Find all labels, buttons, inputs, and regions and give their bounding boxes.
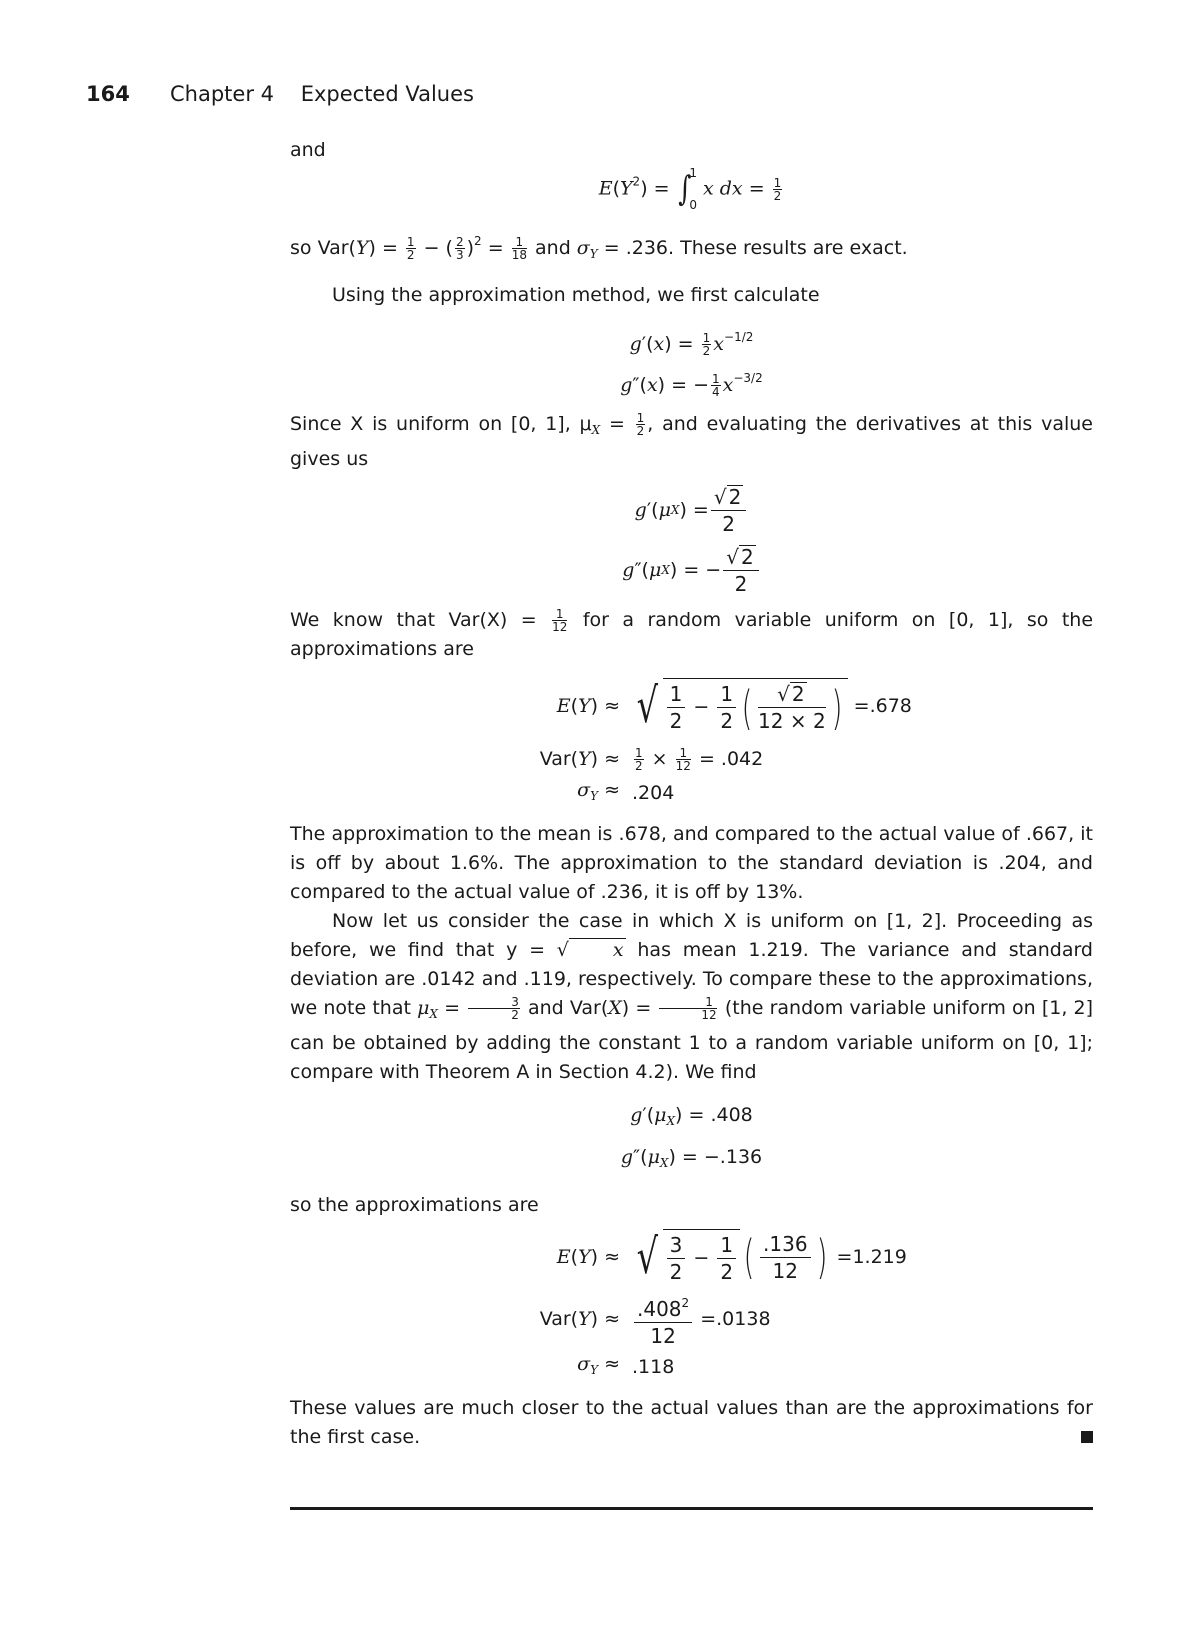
approx-block-1: E(Y) ≈ √ 1 2 − 1 2 ( √ 2 12 × 2 ) = .678 Var(Y) ≈ $\frac{1}{2}$ × $\frac{1}{12}$ = .042 $\sigma_Y$ ≈ .204 <box>539 678 912 804</box>
para-we-know: We know that Var(X) = $\frac{1}{12}$ for a random variable uniform on [0, 1], so the approximations are <box>290 607 1094 660</box>
main-body <box>290 136 1093 1452</box>
para-var-exact: so Var(Y) = $\frac{1}{2}$ − ( $\frac{2}{3}$ )$^2$ = $\frac{1}{18}$ and $\sigma_Y = .236$. These results are exact. <box>290 234 908 262</box>
approx-block-2: E(Y) ≈ √ 3 2 − 1 2 ( .136 12 ) = 1.219 Var(Y) ≈ .408$^2$ 12 = .0138 $\sigma_Y$ ≈ .118 <box>539 1229 907 1378</box>
approx1-mean: .678 <box>869 694 912 717</box>
para-approx-mean: The approximation to the mean is .678, and compared to the actual value of .667, it is off by about 1.6%. The approximation to the standard deviation is .204, and compared to the actual value of .236, it is off by 13%. <box>290 823 1093 903</box>
page-number: 164 <box>86 82 130 106</box>
approx1-sd: .204 <box>632 781 675 804</box>
approx1-var: .042 <box>720 747 764 770</box>
approx2-sd: .118 <box>632 1355 675 1378</box>
running-title: Chapter 4 Expected Values <box>170 82 474 106</box>
bottom-rule <box>290 1507 1093 1510</box>
eq-derivatives: g′(x) = $\frac{1}{2}$ $x^{-1/2}$ g″(x) = − $\frac{1}{4}$ $x^{-3/2}$ <box>620 330 763 399</box>
qed-square-icon <box>1081 1431 1093 1443</box>
eq-g-at-mu: g ′( μ X ) = √ 2 2 g ″( μ X ) = − √ 2 2 <box>290 480 1093 600</box>
approx2-var: .0138 <box>716 1307 771 1330</box>
eq-g-values-2: $g'(\mu_X) = .408$ $g''(\mu_X) = -.136$ <box>620 1104 763 1170</box>
para-so-approx: so the approximations are <box>290 1194 539 1216</box>
approx2-mean: 1.219 <box>852 1245 907 1268</box>
para-using-approx: Using the approximation method, we first calculate <box>332 284 820 306</box>
para-closing: These values are much closer to the actual values than are the approximations for the first case. <box>290 1397 1093 1448</box>
eq-ey2: $E(Y^2)$ = ∫ 1 0 x dx = $\frac{1}{2}$ <box>598 166 782 212</box>
running-header <box>86 82 474 106</box>
para-and: and <box>290 139 326 161</box>
para-now-let-us: Now let us consider the case in which X is uniform on [1, 2]. Proceeding as before, we find that y = √ x has mean 1.219. The variance and standard deviation are .0142 and .119, respectively. To compare these to the approximations, we note that $\mu_X$ = $\frac{3}{2}$ and Var(X) = $\frac{1}{12}$ (the random variable uniform on [1, 2] can be obtained by adding the constant 1 to a random variable uniform on [0, 1]; compare with Theorem A in Section 4.2). We find <box>290 910 1094 1083</box>
para-since: Since X is uniform on [0, 1], $\mu_X$ = $\frac{1}{2}$ , and evaluating the derivatives at this value gives us <box>290 411 1093 470</box>
